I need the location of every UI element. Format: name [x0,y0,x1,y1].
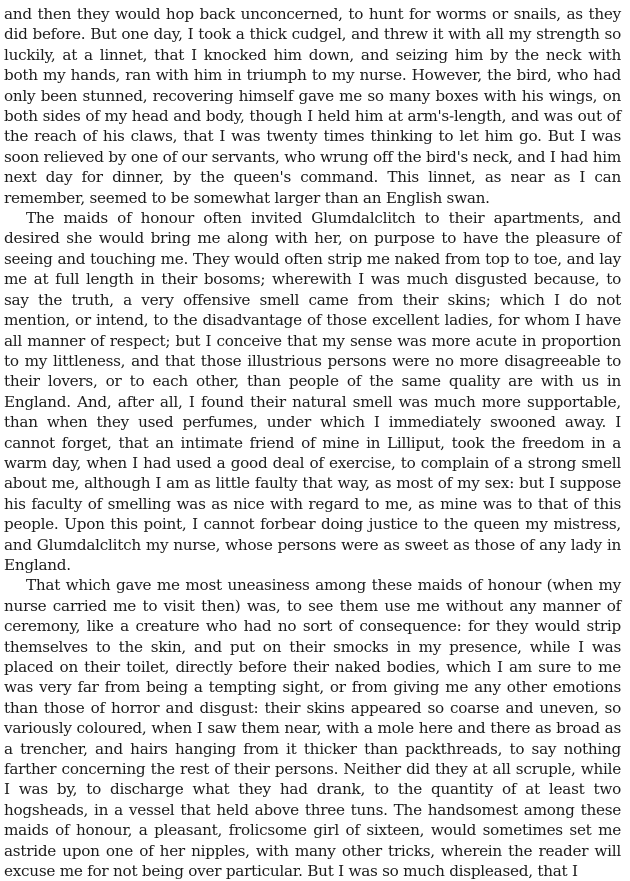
paragraph-linnet: and then they would hop back unconcerned, to hunt for worms or snails, as they did before. But one day, I took a thick cudgel, and threw it with all my strength so luckily, at a linnet, that I knocked him down, and seizing him by the neck with both my hands, ran with him in triumph to my nurse. However, the bird, who had only been stunned, recovering himself gave me so many boxes with his wings, on both sides of my head and body, though I held him at arm's-length, and was out of the reach of his claws, that I was twenty times thinking to let him go. But I was soon relieved by one of our servants, who wrung off the bird's neck, and I had him next day for dinner, by the queen's command. This linnet, as near as I can remember, seemed to be somewhat larger than an English swan. [4,5,621,207]
paragraph-uneasiness: That which gave me most uneasiness among these maids of honour (when my nurse carried me to visit then) was, to see them use me without any manner of ceremony, like a creature who had no sort of consequence: for they would strip themselves to the skin, and put on their smocks in my presence, while I was placed on their toilet, directly before their naked bodies, which I am sure to me was very far from being a tempting sight, or from giving me any other emotions than those of horror and disgust: their skins appeared so coarse and uneven, so variously coloured, when I saw them near, with a mole here and there as broad as a trencher, and hairs hanging from it thicker than packthreads, to say nothing farther concerning the rest of their persons. Neither did they at all scruple, while I was by, to discharge what they had drank, to the quantity of at least two hogsheads, in a vessel that held above three tuns. The handsomest among these maids of honour, a pleasant, frolicsome girl of sixteen, would sometimes set me astride upon one of her nipples, with many other tricks, wherein the reader will excuse me for not being over particular. But I was so much displeased, that I [4,576,621,881]
book-page [4,4,621,881]
paragraph-maids-of-honour: The maids of honour often invited Glumdalclitch to their apartments, and desired she would bring me along with her, on purpose to have the pleasure of seeing and touching me. They would often strip me naked from top to toe, and lay me at full length in their bosoms; wherewith I was much disgusted because, to say the truth, a very offensive smell came from their skins; which I do not mention, or intend, to the disadvantage of those excellent ladies, for whom I have all manner of respect; but I conceive that my sense was more acute in proportion to my littleness, and that those illustrious persons were no more disagreeable to their lovers, or to each other, than people of the same quality are with us in England. And, after all, I found their natural smell was much more supportable, than when they used perfumes, under which I immediately swooned away. I cannot forget, that an intimate friend of mine in Lilliput, took the freedom in a warm day, when I had used a good deal of exercise, to complain of a strong smell about me, although I am as little faulty that way, as most of my sex: but I suppose his faculty of smelling was as nice with regard to me, as mine was to that of this people. Upon this point, I cannot forbear doing justice to the queen my mistress, and Glumdalclitch my nurse, whose persons were as sweet as those of any lady in England. [4,209,621,574]
